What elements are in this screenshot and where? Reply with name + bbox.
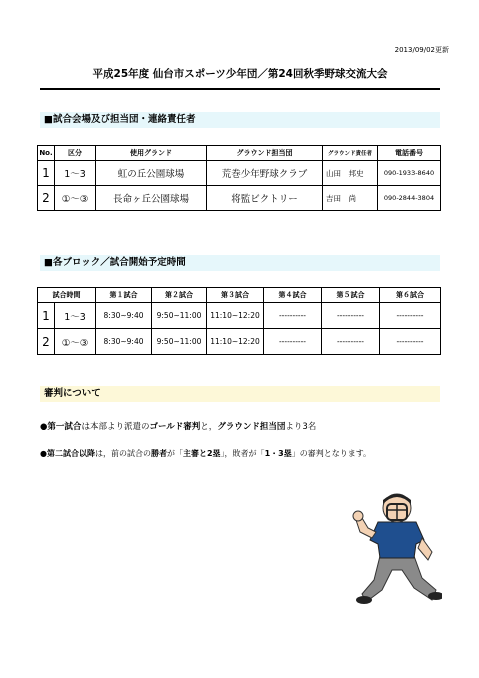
row-division: ①～③ (55, 329, 96, 355)
row-no: 2 (38, 329, 55, 355)
row-time: 9:50~11:00 (152, 303, 207, 329)
bullet: ● (40, 422, 48, 432)
schedule-table (37, 287, 441, 355)
table-row (38, 303, 441, 329)
row-ground: 虹の丘公園球場 (96, 161, 207, 186)
note-text: 」，敗者が「 (220, 449, 265, 458)
page-title: 平成25年度 仙台市スポーツ少年団／第24回秋季野球交流大会 (92, 68, 388, 80)
row-time: ---------- (380, 303, 441, 329)
row-no: 1 (38, 161, 55, 186)
venue-table-header (38, 146, 441, 161)
note-bold: 主審と2塁 (182, 449, 221, 458)
section-heading-umpires: 審判について (40, 386, 440, 402)
row-phone: 090-2844-3804 (378, 186, 441, 211)
header-match-3: 第３試合 (207, 288, 264, 303)
row-time: 8:30~9:40 (96, 303, 152, 329)
note-text: より3名 (285, 422, 317, 432)
section-heading-schedule: ■各ブロック／試合開始予定時間 (40, 255, 440, 271)
header-team: グラウンド担当団 (207, 146, 323, 161)
updated-date: 2013/09/02更新 (394, 46, 449, 54)
header-match-1: 第１試合 (96, 288, 152, 303)
note-text: が「 (166, 449, 183, 458)
header-phone: 電話番号 (378, 146, 441, 161)
note-bold: 1・3塁 (264, 449, 292, 458)
header-match-time: 試合時間 (38, 288, 96, 303)
note-bold: ゴールド審判 (149, 422, 201, 432)
note-text: は本部より派遣の (81, 422, 150, 432)
row-time: 8:30~9:40 (96, 329, 152, 355)
row-time: ---------- (264, 303, 322, 329)
note-text: は，前の試合の (94, 449, 151, 458)
header-match-4: 第４試合 (264, 288, 322, 303)
header-ground: 使用グランド (96, 146, 207, 161)
table-row (38, 161, 441, 186)
row-division: 1～3 (55, 303, 96, 329)
header-division: 区分 (55, 146, 96, 161)
row-team: 荒巻少年野球クラブ (207, 161, 323, 186)
note-bold: 第二試合以降 (46, 449, 95, 458)
table-row (38, 329, 441, 355)
note-bold: グラウンド担当団 (217, 422, 286, 432)
header-person: グラウンド責任者 (323, 146, 378, 161)
header-match-2: 第２試合 (152, 288, 207, 303)
note-text: と， (200, 422, 218, 432)
row-time: 9:50~11:00 (152, 329, 207, 355)
header-match-6: 第６試合 (380, 288, 441, 303)
header-match-5: 第５試合 (322, 288, 380, 303)
bullet: ● (40, 449, 47, 458)
row-time: ---------- (322, 303, 380, 329)
section-heading-venues: ■試合会場及び担当団・連絡責任者 (40, 112, 440, 128)
note-bold: 第一試合 (47, 422, 82, 432)
row-division: 1～3 (55, 161, 96, 186)
header-no: No. (38, 146, 55, 161)
umpire-note-first-match (40, 420, 316, 432)
table-row (38, 186, 441, 211)
row-team: 将監ビクトリー (207, 186, 323, 211)
row-phone: 090-1933-8640 (378, 161, 441, 186)
schedule-table-header (38, 288, 441, 303)
row-ground: 長命ヶ丘公園球場 (96, 186, 207, 211)
row-division: ①～③ (55, 186, 96, 211)
row-time: ---------- (264, 329, 322, 355)
note-bold: 勝者 (150, 449, 167, 458)
title-divider (40, 88, 440, 90)
umpire-illustration (352, 490, 442, 610)
row-time: 11:10~12:20 (207, 303, 264, 329)
venue-table (37, 145, 441, 211)
note-text: 」の審判となります。 (291, 449, 372, 458)
row-no: 1 (38, 303, 55, 329)
row-person: 吉田 尚 (323, 186, 378, 211)
row-no: 2 (38, 186, 55, 211)
row-time: 11:10~12:20 (207, 329, 264, 355)
row-time: ---------- (380, 329, 441, 355)
row-person: 山田 邦史 (323, 161, 378, 186)
row-time: ---------- (322, 329, 380, 355)
umpire-note-later-matches (40, 448, 371, 459)
